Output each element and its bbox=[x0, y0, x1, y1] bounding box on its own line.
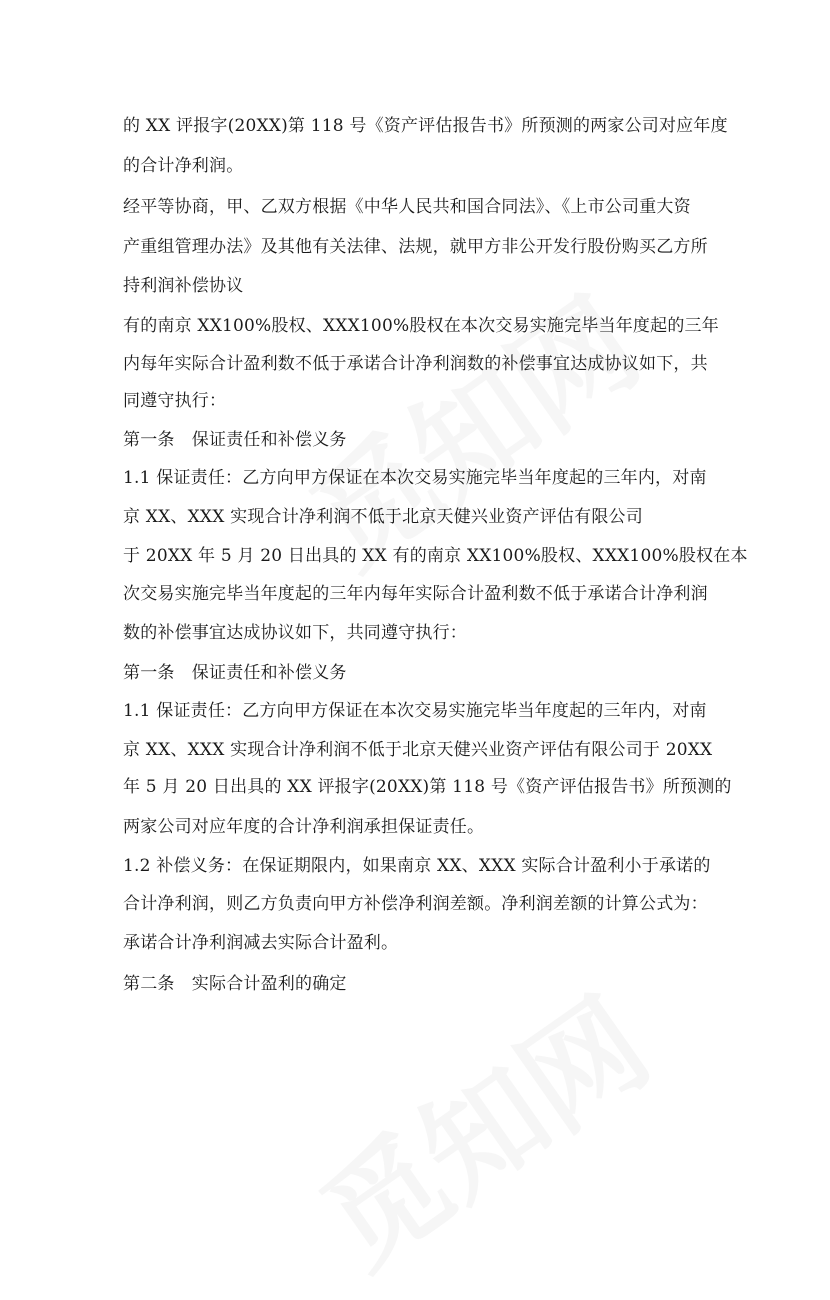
text-line: 的 XX 评报字(20XX)第 118 号《资产评估报告书》所预测的两家公司对应年度 bbox=[123, 116, 728, 136]
text-line: 产重组管理办法》及其他有关法律、法规，就甲方非公开发行股份购买乙方所 bbox=[123, 237, 708, 257]
text-line: 经平等协商，甲、乙双方根据《中华人民共和国合同法》、《上市公司重大资 bbox=[123, 197, 691, 217]
section-heading: 第一条 保证责任和补偿义务 bbox=[123, 663, 347, 683]
text-line: 数的补偿事宜达成协议如下，共同遵守执行： bbox=[123, 623, 467, 643]
text-line: 内每年实际合计盈利数不低于承诺合计净利润数的补偿事宜达成协议如下，共 bbox=[123, 354, 708, 374]
text-line: 京 XX、XXX 实现合计净利润不低于北京天健兴业资产评估有限公司于 20XX bbox=[123, 740, 713, 760]
text-line: 次交易实施完毕当年度起的三年内每年实际合计盈利数不低于承诺合计净利润 bbox=[123, 584, 708, 604]
text-line: 1.1 保证责任：乙方向甲方保证在本次交易实施完毕当年度起的三年内，对南 bbox=[123, 468, 707, 488]
text-line: 合计净利润，则乙方负责向甲方补偿净利润差额。净利润差额的计算公式为： bbox=[123, 894, 708, 914]
text-line: 承诺合计净利润减去实际合计盈利。 bbox=[123, 933, 399, 953]
section-heading: 第二条 实际合计盈利的确定 bbox=[123, 974, 347, 994]
text-line: 的合计净利润。 bbox=[123, 156, 244, 176]
text-line: 1.2 补偿义务：在保证期限内，如果南京 XX、XXX 实际合计盈利小于承诺的 bbox=[123, 856, 711, 876]
text-line: 京 XX、XXX 实现合计净利润不低于北京天健兴业资产评估有限公司 bbox=[123, 507, 643, 527]
text-line: 1.1 保证责任：乙方向甲方保证在本次交易实施完毕当年度起的三年内，对南 bbox=[123, 701, 707, 721]
section-heading: 第一条 保证责任和补偿义务 bbox=[123, 430, 347, 450]
text-line: 有的南京 XX100%股权、XXX100%股权在本次交易实施完毕当年度起的三年 bbox=[123, 316, 719, 336]
text-line: 两家公司对应年度的合计净利润承担保证责任。 bbox=[123, 817, 485, 837]
text-line: 持利润补偿协议 bbox=[123, 276, 244, 296]
watermark bbox=[283, 952, 677, 1299]
text-line: 同遵守执行： bbox=[123, 391, 227, 411]
text-line: 于 20XX 年 5 月 20 日出具的 XX 有的南京 XX100%股权、XXX100%股权在本 bbox=[123, 546, 748, 566]
text-line: 年 5 月 20 日出具的 XX 评报字(20XX)第 118 号《资产评估报告书》所预测的 bbox=[123, 777, 732, 797]
